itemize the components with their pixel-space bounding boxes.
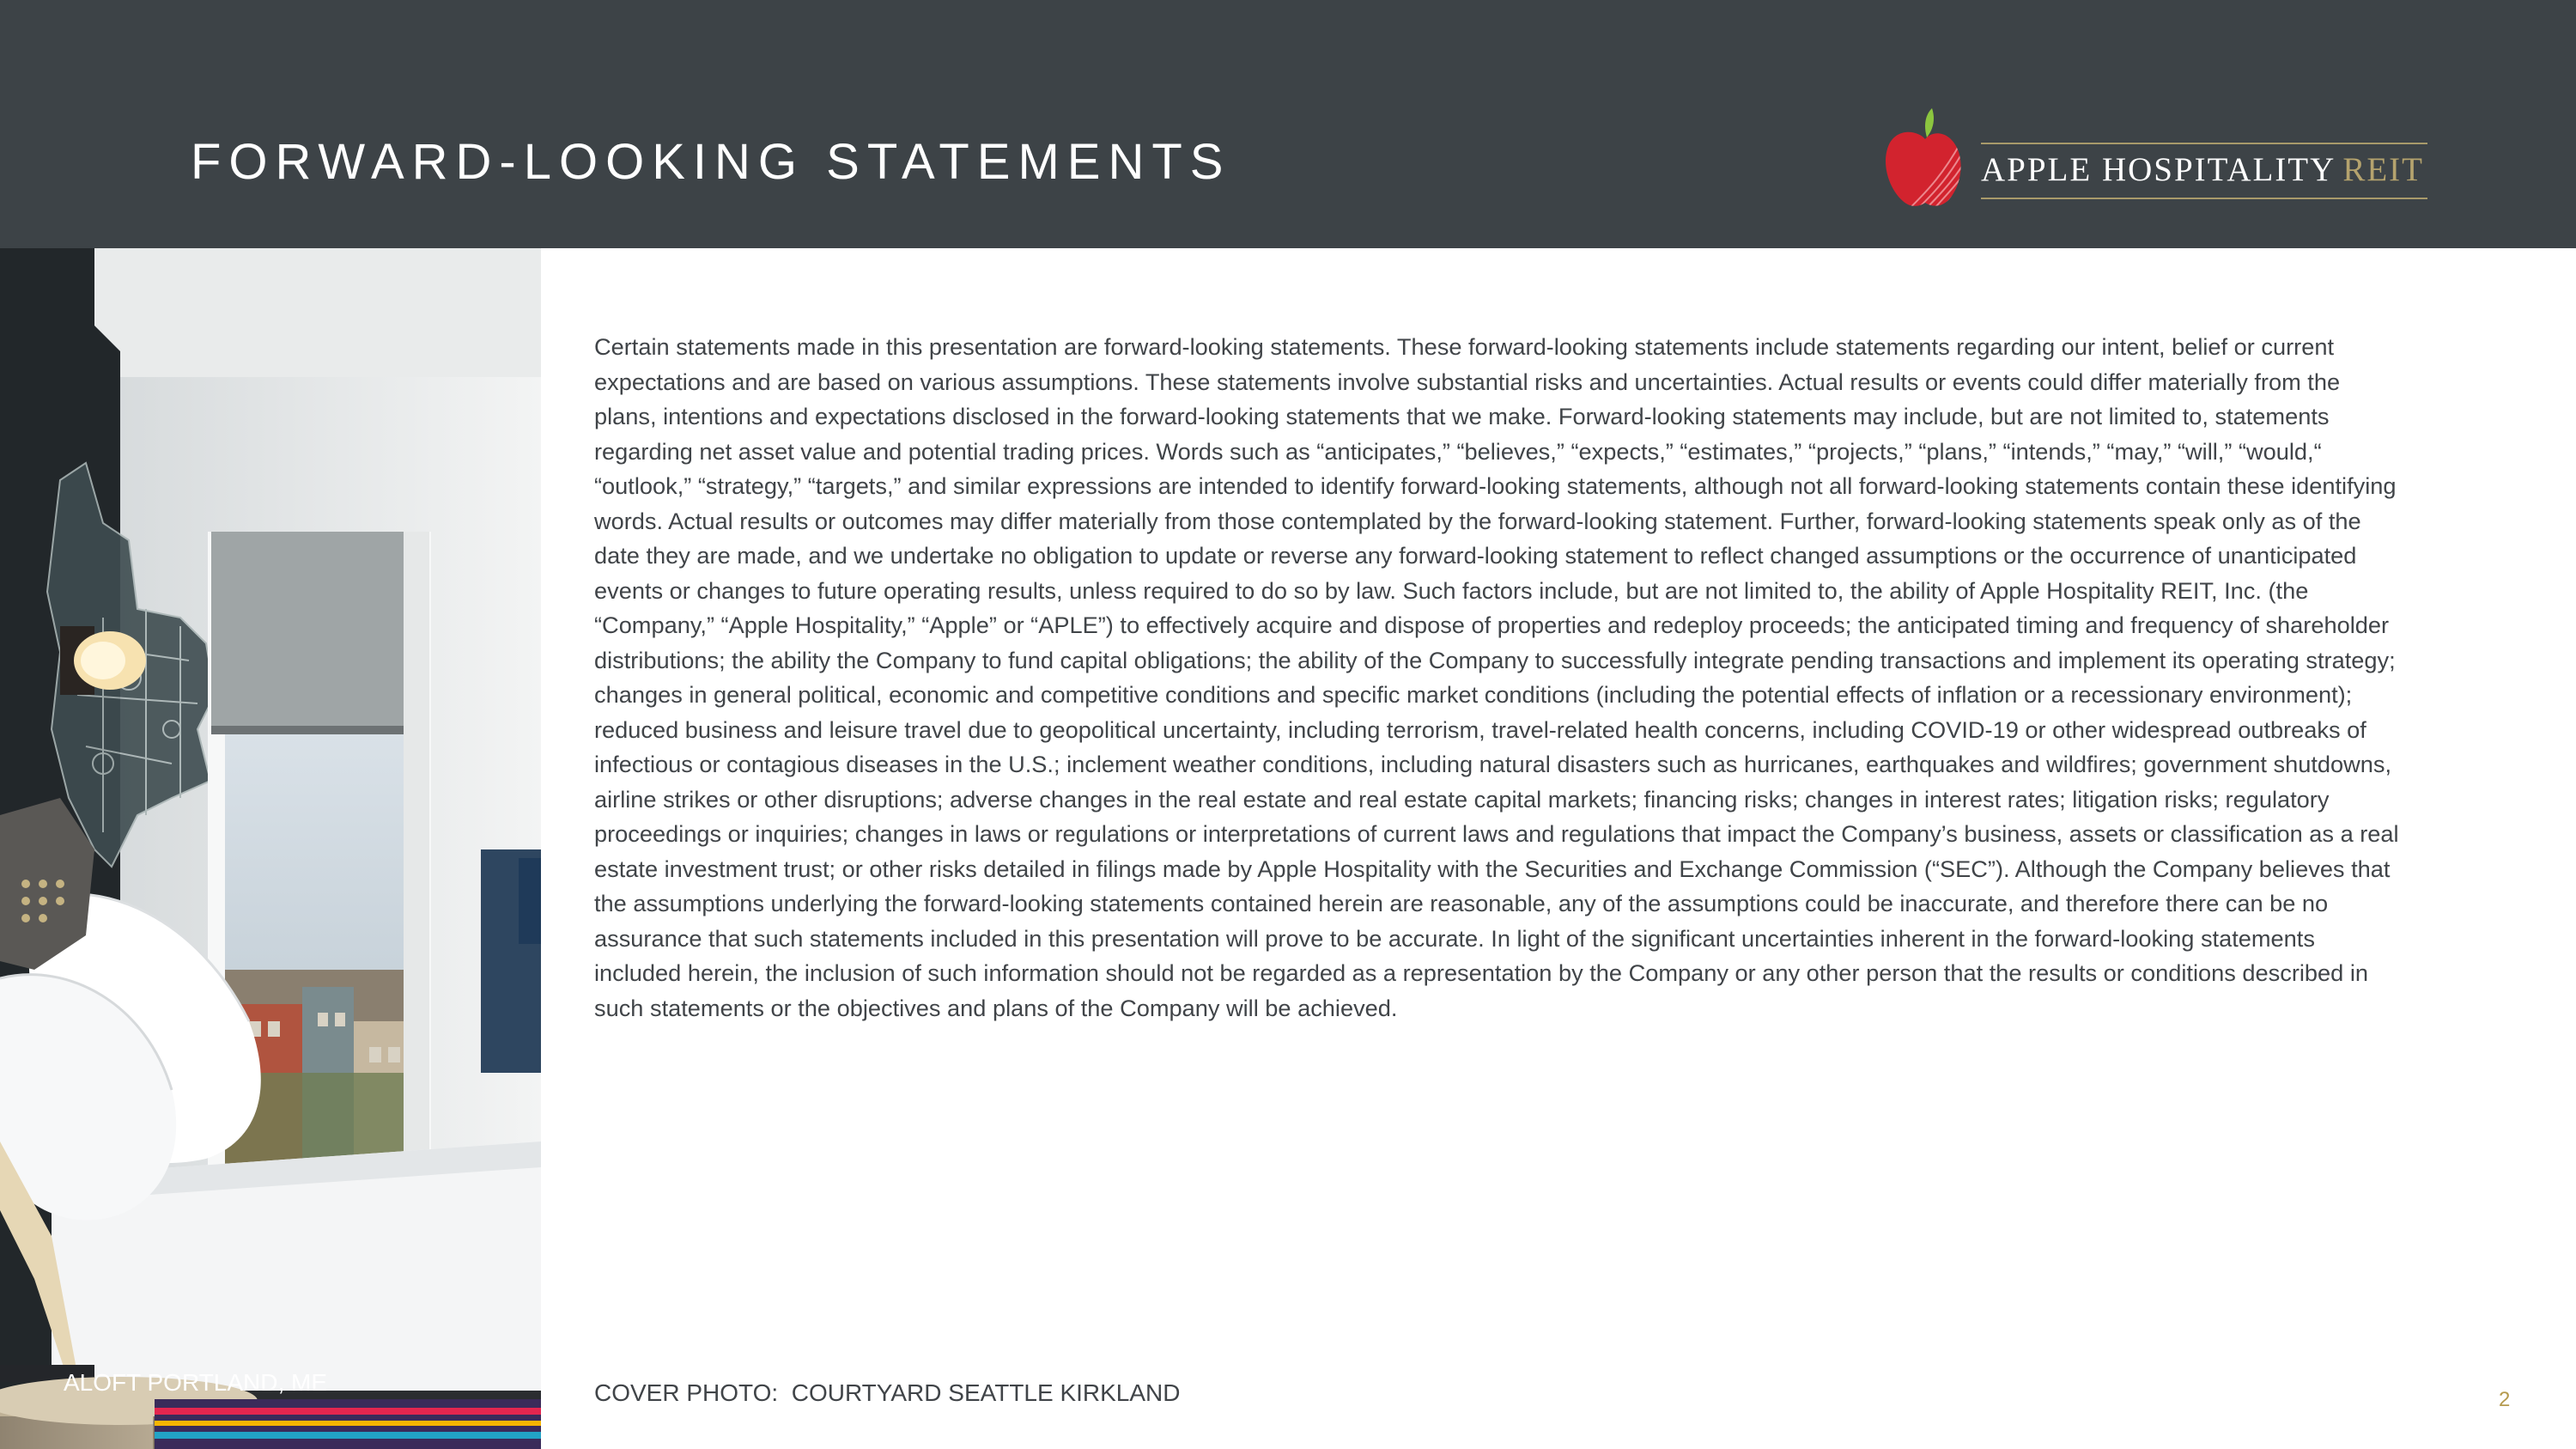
disclaimer-paragraph: Certain statements made in this presentation are forward-looking statements. These forward-looking statements include statements regarding our intent, belief or current expectations and are based on various assumptions. These statements involve substantial risks and uncertainties. Actual results or events could differ materially from the plans, intentions and expectations disclosed in the forward-looking statements that we make. Forward-looking statements may include, but are not limited to, statements regarding net asset value and potential trading prices. Words such as “anticipates,” “believes,” “expects,” “estimates,” “projects,” “plans,” “intends,” “may,” “will,” “would,“ “outlook,” “strategy,” “targets,” and similar expressions are intended to identify forward-looking statements, although not all forward-looking statements contain these identifying words. Actual results or outcomes may differ materially from those contemplated by the forward-looking statement. Further, forward-looking statements speak only as of the date they are made, and we undertake no obligation to update or reverse any forward-looking statement to reflect changed assumptions or the occurrence of unanticipated events or changes to future operating results, unless required to do so by law. Such factors include, but are not limited to, the ability of Apple Hospitality REIT, Inc. (the “Company,” “Apple Hospitality,” “Apple” or “APLE”) to effectively acquire and dispose of properties and redeploy proceeds; the anticipated timing and frequency of shareholder distributions; the ability the Company to fund capital obligations; the ability of the Company to successfully integrate pending transactions and implement its operating strategy; changes in general political, economic and competitive conditions and specific market conditions (including the potential effects of inflation or a recessionary environment); reduced business and leisure travel due to geopolitical uncertainty, including terrorism, travel-related health concerns, including COVID-19 or other widespread outbreaks of infectious or contagious diseases in the U.S.; inclement weather conditions, including natural disasters such as hurricanes, earthquakes and wildfires; government shutdowns, airline strikes or other disruptions; adverse changes in the real estate and real estate capital markets; financing risks; changes in interest rates; litigation risks; regulatory proceedings or inquiries; changes in laws or regulations or interpretations of current laws and regulations that impact the Company’s business, assets or classification as a real estate investment trust; or other risks detailed in filings made by Apple Hospitality with the Securities and Exchange Commission (“SEC”). Although the Company believes that the assumptions underlying the forward-looking statements contained herein are reasonable, any of the assumptions could be inaccurate, and therefore there can be no assurance that such statements included in this presentation will prove to be accurate. In light of the significant uncertainties inherent in the forward-looking statements included herein, the inclusion of such information should not be regarded as a representation by the Company or any other person that the results or conditions described in such statements or the objectives and plans of the Company will be achieved. (594, 333, 2399, 1021)
photo-caption: ALOFT PORTLAND, ME (64, 1369, 328, 1396)
header-bar (0, 0, 2576, 248)
apple-icon (1882, 107, 1968, 215)
logo-rule-bottom (1981, 198, 2427, 199)
cover-photo-credit: COVER PHOTO: COURTYARD SEATTLE KIRKLAND (594, 1379, 1181, 1406)
company-logo (1882, 107, 2423, 215)
page-title: FORWARD-LOOKING STATEMENTS (191, 134, 1231, 190)
hotel-room-photo (0, 248, 541, 1449)
page-number: 2 (2499, 1388, 2511, 1411)
hotel-room-illustration (0, 248, 541, 1449)
logo-reit: REIT (2342, 151, 2424, 188)
logo-name: APPLE HOSPITALITY (1981, 151, 2336, 188)
logo-wordmark (1981, 153, 2424, 186)
logo-rule-top (1981, 143, 2427, 144)
